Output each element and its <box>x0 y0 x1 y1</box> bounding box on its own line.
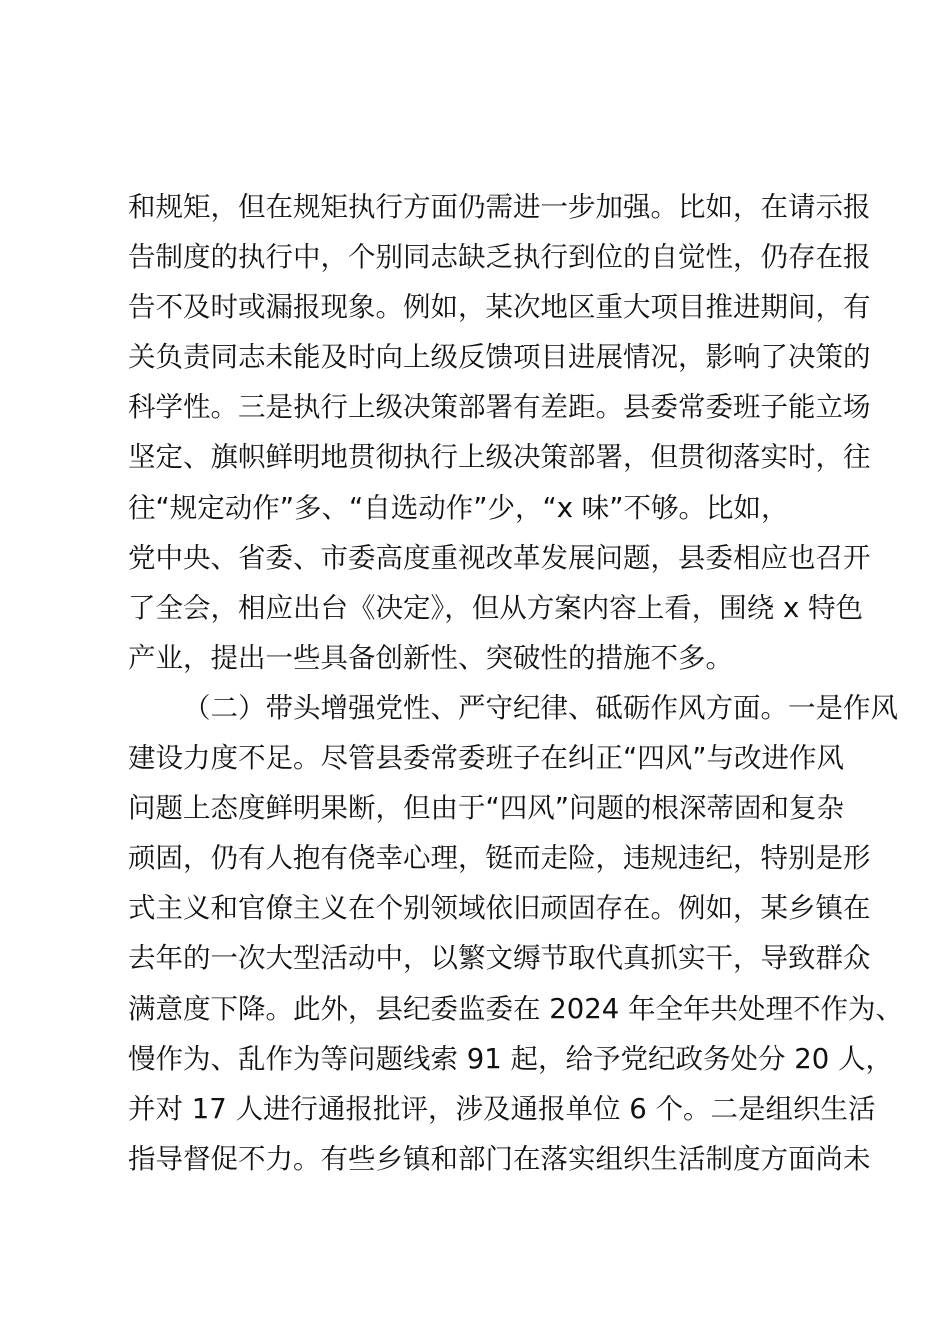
text-line: 满意度下降。此外，县纪委监委在 2024 年全年共处理不作为、 <box>128 992 903 1025</box>
text-line: 去年的一次大型活动中，以繁文缛节取代真抓实干，导致群众 <box>128 942 871 975</box>
section-heading-line: （二）带头增强党性、严守纪律、砥砺作风方面。一是作风 <box>183 691 898 724</box>
body-text <box>128 182 903 1184</box>
text-line: 建设力度不足。尽管县委常委班子在纠正“四风”与改进作风 <box>128 742 844 775</box>
text-line: 关负责同志未能及时向上级反馈项目进展情况，影响了决策的 <box>128 341 871 374</box>
text-line: 产业，提出一些具备创新性、突破性的措施不多。 <box>128 641 733 674</box>
text-line: 和规矩，但在规矩执行方面仍需进一步加强。比如，在请示报 <box>128 191 871 223</box>
text-line: 并对 17 人进行通报批评，涉及通报单位 6 个。二是组织生活 <box>128 1092 876 1125</box>
text-line: 坚定、旗帜鲜明地贯彻执行上级决策部署，但贯彻落实时，往 <box>128 441 871 474</box>
text-line: 党中央、省委、市委高度重视改革发展问题，县委相应也召开 <box>128 541 871 574</box>
text-line: 了全会，相应出台《决定》，但从方案内容上看，围绕 x 特色 <box>128 591 864 624</box>
text-line: 问题上态度鲜明果断，但由于“四风”问题的根深蒂固和复杂 <box>128 792 844 825</box>
text-line: 告不及时或漏报现象。例如，某次地区重大项目推进期间，有 <box>128 291 871 324</box>
text-line: 往“规定动作”多、“自选动作”少，“x 味”不够。比如， <box>128 491 789 524</box>
text-line: 慢作为、乱作为等问题线索 91 起，给予党纪政务处分 20 人， <box>128 1042 893 1075</box>
text-line: 告制度的执行中，个别同志缺乏执行到位的自觉性，仍存在报 <box>128 241 871 274</box>
text-line: 科学性。三是执行上级决策部署有差距。县委常委班子能立场 <box>128 391 871 424</box>
text-line: 指导督促不力。有些乡镇和部门在落实组织生活制度方面尚未 <box>128 1142 871 1175</box>
text-line: 顽固，仍有人抱有侥幸心理，铤而走险，违规违纪，特别是形 <box>128 842 871 875</box>
text-line: 式主义和官僚主义在个别领域依旧顽固存在。例如，某乡镇在 <box>128 892 871 925</box>
